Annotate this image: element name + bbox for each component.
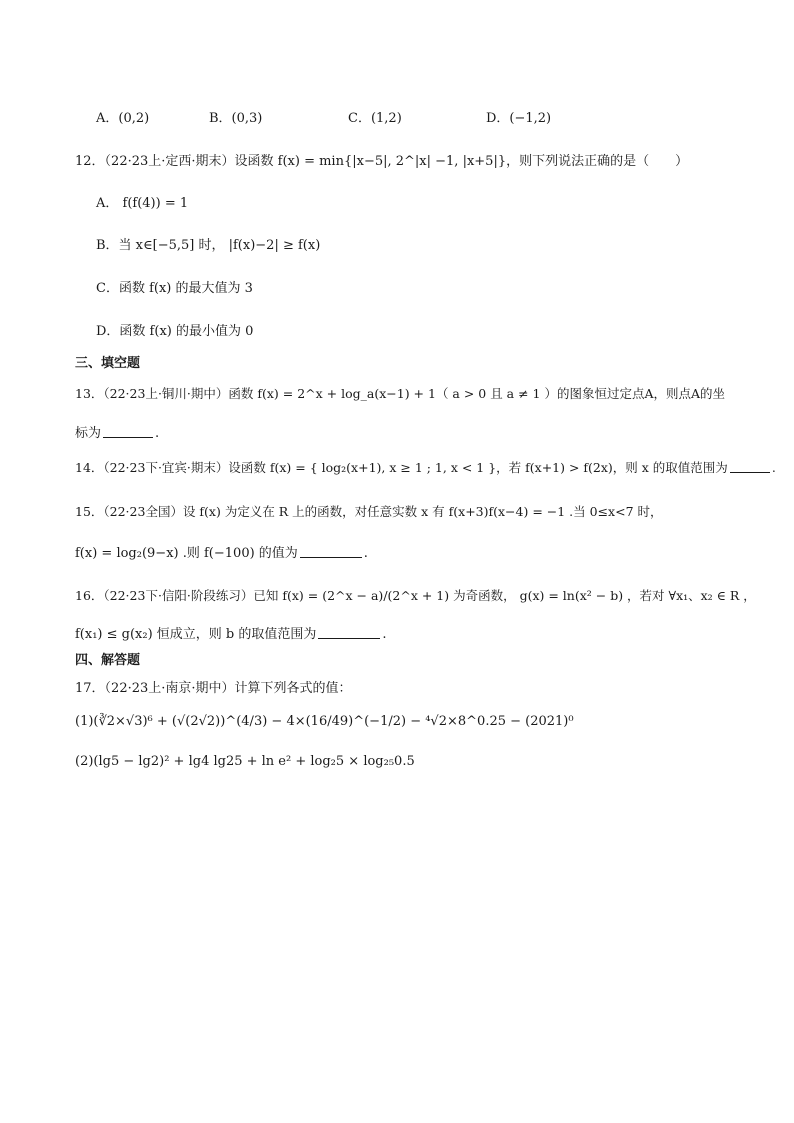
q16-line2-end: . (382, 627, 387, 642)
section-heading-fill-in: 三、填空题 (75, 356, 141, 371)
q16-line2 (75, 623, 387, 642)
q12-option-c: C．函数 f(x) 的最大值为 3 (96, 281, 253, 296)
q12-option-a: A． f(f(4)) = 1 (96, 196, 189, 211)
q17-stem: 17．（22·23上·南京·期中）计算下列各式的值： (75, 681, 352, 696)
q17-part2: (2)(lg5 − lg2)² + lg4 lg25 + ln e² + log₂5 × log₂₅0.5 (75, 754, 415, 769)
q13-answer-blank[interactable] (103, 425, 153, 438)
q11-option-b: B．(0,3) (209, 111, 263, 126)
q15-answer-blank[interactable] (300, 545, 362, 558)
q11-option-a: A．(0,2) (96, 111, 150, 126)
q14-end: . (771, 460, 776, 475)
q15-line2-end: . (363, 546, 368, 561)
q12-option-d: D．函数 f(x) 的最小值为 0 (96, 324, 254, 339)
q15-line2-text: f(x) = log₂(9−x) .则 f(−100) 的值为 (75, 546, 298, 561)
q13-line2-end: . (155, 426, 160, 441)
q11-option-c: C．(1,2) (348, 111, 402, 126)
q13-line1: 13．（22·23上·铜川·期中）函数 f(x) = 2^x + log_a(x−1) + 1（ a > 0 且 a ≠ 1 ）的图象恒过定点A，则点A的坐 (75, 386, 726, 401)
q15-line1: 15．（22·23全国）设 f(x) 为定义在 R 上的函数，对任意实数 x 有 f(x+3)f(x−4) = −1 .当 0≤x<7 时， (75, 504, 663, 519)
q11-option-d: D．(−1,2) (486, 111, 552, 126)
q12-option-b: B．当 x∈[−5,5] 时， |f(x)−2| ≥ f(x) (96, 238, 321, 253)
q13-line2 (75, 422, 159, 441)
q12-stem: 12．（22·23上·定西·期末）设函数 f(x) = min{|x−5|, 2^|x| −1, |x+5|}，则下列说法正确的是（ ） (75, 154, 689, 169)
q16-line2-text: f(x₁) ≤ g(x₂) 恒成立，则 b 的取值范围为 (75, 627, 317, 642)
q14-line (75, 458, 776, 476)
q16-line1: 16．（22·23下·信阳·阶段练习）已知 f(x) = (2^x − a)/(2^x + 1) 为奇函数， g(x) = ln(x² − b) ，若对 ∀x₁、x₂ ∈ R ， (75, 588, 756, 603)
q14-answer-blank[interactable] (730, 460, 770, 473)
q15-line2 (75, 542, 368, 561)
q16-answer-blank[interactable] (318, 626, 380, 639)
q11-options (96, 107, 696, 127)
q14-text: 14．（22·23下·宜宾·期末）设函数 f(x) = { log₂(x+1), x ≥ 1 ; 1, x < 1 }，若 f(x+1) > f(2x)，则 x 的取值范围为 (75, 460, 728, 475)
q13-line2-text: 标为 (75, 426, 102, 441)
section-heading-solutions: 四、解答题 (75, 653, 141, 668)
q17-part1: (1)(∛2×√3)⁶ + (√(2√2))^(4/3) − 4×(16/49)^(−1/2) − ⁴√2×8^0.25 − (2021)⁰ (75, 714, 574, 729)
